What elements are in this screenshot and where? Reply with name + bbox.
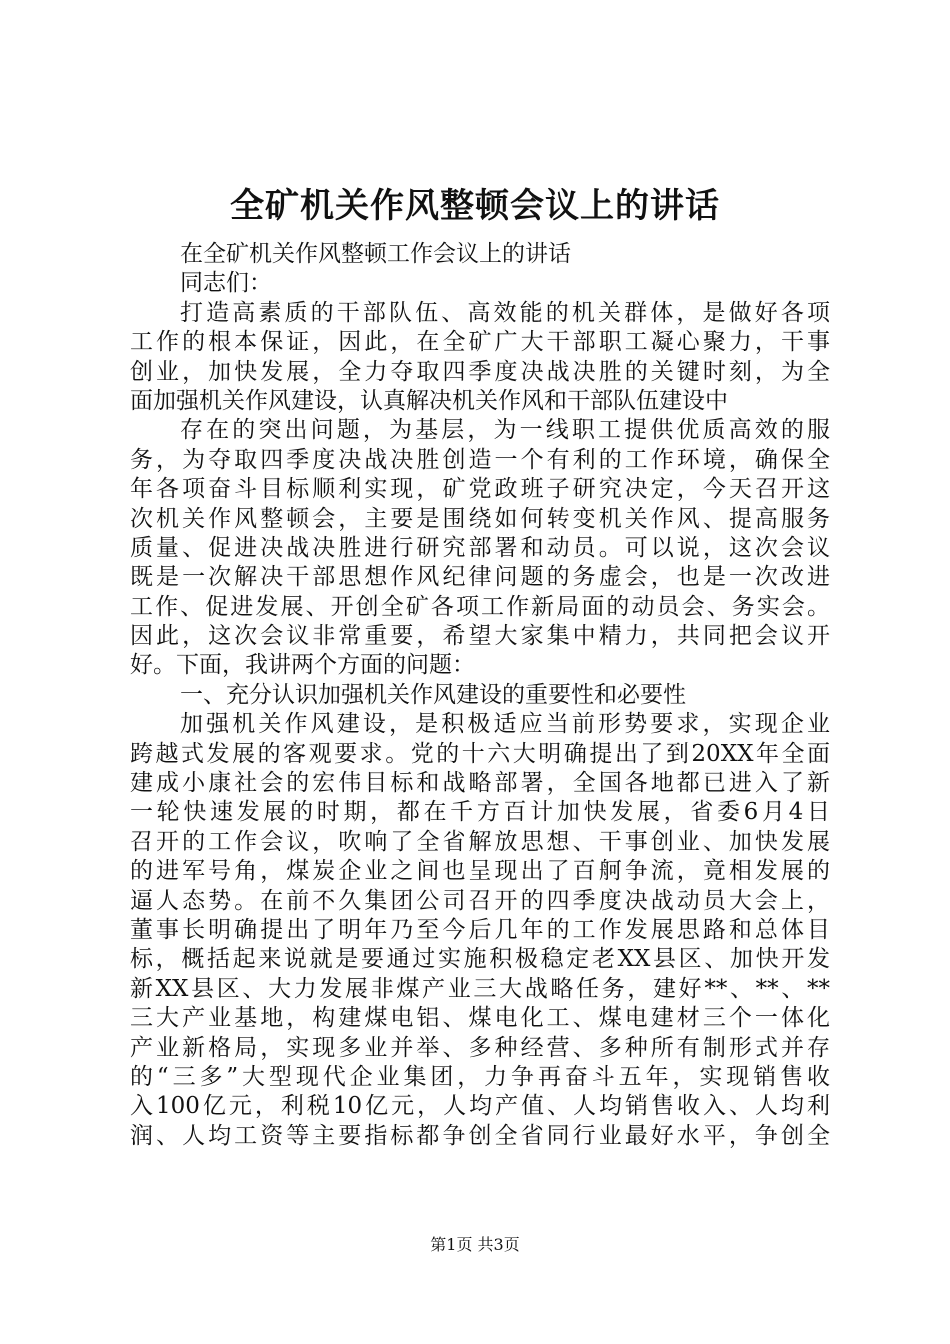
text-line: 工作的根本保证，因此，在全矿广大干部职工凝心聚力，干事 (130, 329, 830, 356)
text-line: 好。下面，我讲两个方面的问题： (130, 652, 475, 679)
text-line: 工作、促进发展、开创全矿各项工作新局面的动员会、务实会。 (130, 593, 830, 620)
text-line: 建成小康社会的宏伟目标和战略部署，全国各地都已进入了新 (130, 770, 830, 797)
text-line: 一、充分认识加强机关作风建设的重要性和必要性 (180, 681, 686, 708)
text-line: 打造高素质的干部队伍、高效能的机关群体，是做好各项 (180, 299, 830, 326)
text-line: 一轮快速发展的时期，都在千方百计加快发展，省委6月4日 (130, 799, 830, 826)
text-line: 董事长明确提出了明年乃至今后几年的工作发展思路和总体目 (130, 916, 830, 943)
text-line: 在全矿机关作风整顿工作会议上的讲话 (180, 241, 571, 267)
text-line: 存在的突出问题，为基层，为一线职工提供优质高效的服 (180, 417, 830, 444)
text-line: 次机关作风整顿会，主要是围绕如何转变机关作风、提高服务 (130, 505, 830, 532)
text-line: 年各项奋斗目标顺利实现，矿党政班子研究决定，今天召开这 (130, 476, 830, 503)
text-line: 逼人态势。在前不久集团公司召开的四季度决战动员大会上， (130, 887, 830, 914)
document-title: 全矿机关作风整顿会议上的讲话 (230, 186, 720, 226)
text-line: 加强机关作风建设，是积极适应当前形势要求，实现企业 (180, 711, 830, 738)
text-line: 产业新格局，实现多业并举、多种经营、多种所有制形式并存 (130, 1034, 830, 1061)
text-line: 的进军号角，煤炭企业之间也呈现出了百舸争流，竟相发展的 (130, 858, 830, 885)
text-line: 的“三多”大型现代企业集团，力争再奋斗五年，实现销售收 (130, 1063, 830, 1090)
text-line: 入100亿元，利税10亿元，人均产值、人均销售收入、人均利 (130, 1093, 830, 1120)
text-line: 质量、促进决战决胜进行研究部署和动员。可以说，这次会议 (130, 534, 830, 561)
text-line: 因此，这次会议非常重要，希望大家集中精力，共同把会议开 (130, 623, 830, 650)
text-line: 务，为夺取四季度决战决胜创造一个有利的工作环境，确保全 (130, 446, 830, 473)
text-line: 标，概括起来说就是要通过实施积极稳定老XX县区、加快开发 (130, 946, 830, 973)
text-line: 面加强机关作风建设，认真解决机关作风和干部队伍建设中 (130, 387, 728, 414)
text-line: 同志们： (180, 270, 272, 297)
document-body (130, 240, 830, 1151)
text-line: 新XX县区、大力发展非煤产业三大战略任务，建好**、**、** (130, 975, 830, 1002)
text-line: 创业，加快发展，全力夺取四季度决战决胜的关键时刻，为全 (130, 358, 830, 385)
text-line: 跨越式发展的客观要求。党的十六大明确提出了到20XX年全面 (130, 740, 830, 767)
text-line: 召开的工作会议，吹响了全省解放思想、干事创业、加快发展 (130, 828, 830, 855)
text-line: 既是一次解决干部思想作风纪律问题的务虚会，也是一次改进 (130, 564, 830, 591)
text-line: 润、人均工资等主要指标都争创全省同行业最好水平，争创全 (130, 1122, 830, 1149)
text-line: 三大产业基地，构建煤电铝、煤电化工、煤电建材三个一体化 (130, 1005, 830, 1032)
page-footer: 第1页 共3页 (430, 1235, 520, 1254)
